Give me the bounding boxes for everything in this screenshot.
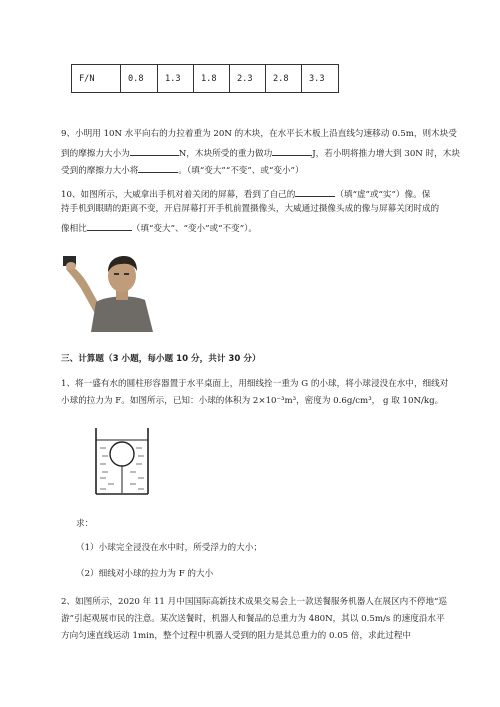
p2-line-2: 游”引起观展市民的注意。某次送餐时，机器人和餐品的总重力为 480N，其以 0.5m/s 的速度沿水平	[61, 614, 445, 624]
shirt-shape	[91, 296, 153, 332]
force-table	[71, 64, 339, 93]
ball-shape	[110, 442, 134, 466]
table-cell: 2.3	[230, 65, 266, 93]
container-diagram	[94, 426, 150, 496]
q10-line-2: 持手机到眼睛的距离不变，开启屏幕打开手机前置摄像头，大威通过摄像头成的像与屏幕关闭时成的	[61, 204, 440, 214]
hand-shape	[66, 262, 76, 270]
p1-sub-2: （2）细线对小球的拉力为 F 的大小	[76, 569, 214, 579]
eye-shape	[124, 273, 129, 275]
q9-line-1: 9、小明用 10N 水平向右的力拉着重为 20N 的木块，在水平长木板上沿直线匀速移动 0.5m，则木块受	[61, 129, 457, 139]
section-title: 三、计算题（3 小题，每小题 10 分，共计 30 分）	[61, 354, 261, 364]
p1-sub-1: （1）小球完全浸没在水中时，所受浮力的大小；	[76, 543, 262, 553]
answer-blank[interactable]	[130, 145, 179, 156]
q10-line-1	[61, 186, 430, 202]
p1-line-1: 1、将一盛有水的圆柱形容器置于水平桌面上，用细线拴一重为 G 的小球，将小球浸没在水中，细线对	[61, 379, 449, 389]
p2-line-3: 方向匀速直线运动 1min，整个过程中机器人受到的阻力是其总重力的 0.05 倍，求此过程中	[61, 631, 412, 641]
q9-line-2	[61, 145, 460, 161]
p1-ask: 求：	[76, 519, 94, 529]
p1-line-2: 小球的拉力为 F。如图所示，已知：小球的体积为 2×10⁻³m³，密度为 0.6g/cm³， g 取 10N/kg。	[61, 396, 444, 406]
table-cell: 1.3	[158, 65, 194, 93]
table-cell: F/N	[72, 65, 121, 93]
table-cell: 1.8	[194, 65, 230, 93]
q9-line-3	[61, 162, 304, 178]
answer-blank[interactable]	[87, 220, 132, 231]
q10-text: 像相比	[61, 224, 87, 234]
eye-shape	[114, 273, 119, 275]
q10-text: （填“变大”、“变小”或“不变”）。	[131, 224, 257, 234]
q10-line-3	[61, 220, 257, 236]
q9-text: 到的摩擦力大小为	[61, 149, 130, 159]
table-cell: 0.8	[121, 65, 158, 93]
q10-text: （填“虚”或“实”）像。保	[335, 190, 431, 200]
q9-text: N，木块所受的重力做功	[178, 149, 273, 159]
table-row	[72, 65, 339, 93]
q9-text: 。（填“变大”“不变”、或“变小”）	[178, 166, 304, 176]
q10-text: 10、如图所示，大威拿出手机对着关闭的屏幕，看到了自己的	[61, 190, 296, 200]
answer-blank[interactable]	[138, 162, 178, 173]
answer-blank[interactable]	[272, 145, 312, 156]
q9-text: 受到的摩擦力大小将	[61, 166, 139, 176]
q9-text: J，若小明将推力增大到 30N 时，木块	[312, 149, 460, 159]
table-cell: 2.8	[266, 65, 302, 93]
selfie-photo	[61, 250, 156, 332]
answer-blank[interactable]	[295, 186, 335, 197]
table-cell: 3.3	[302, 65, 339, 93]
p2-line-1: 2、如图所示，2020 年 11 月中国国际高新技术成果交易会上一款送餐服务机器人在展区内不停地“巡	[61, 597, 448, 607]
